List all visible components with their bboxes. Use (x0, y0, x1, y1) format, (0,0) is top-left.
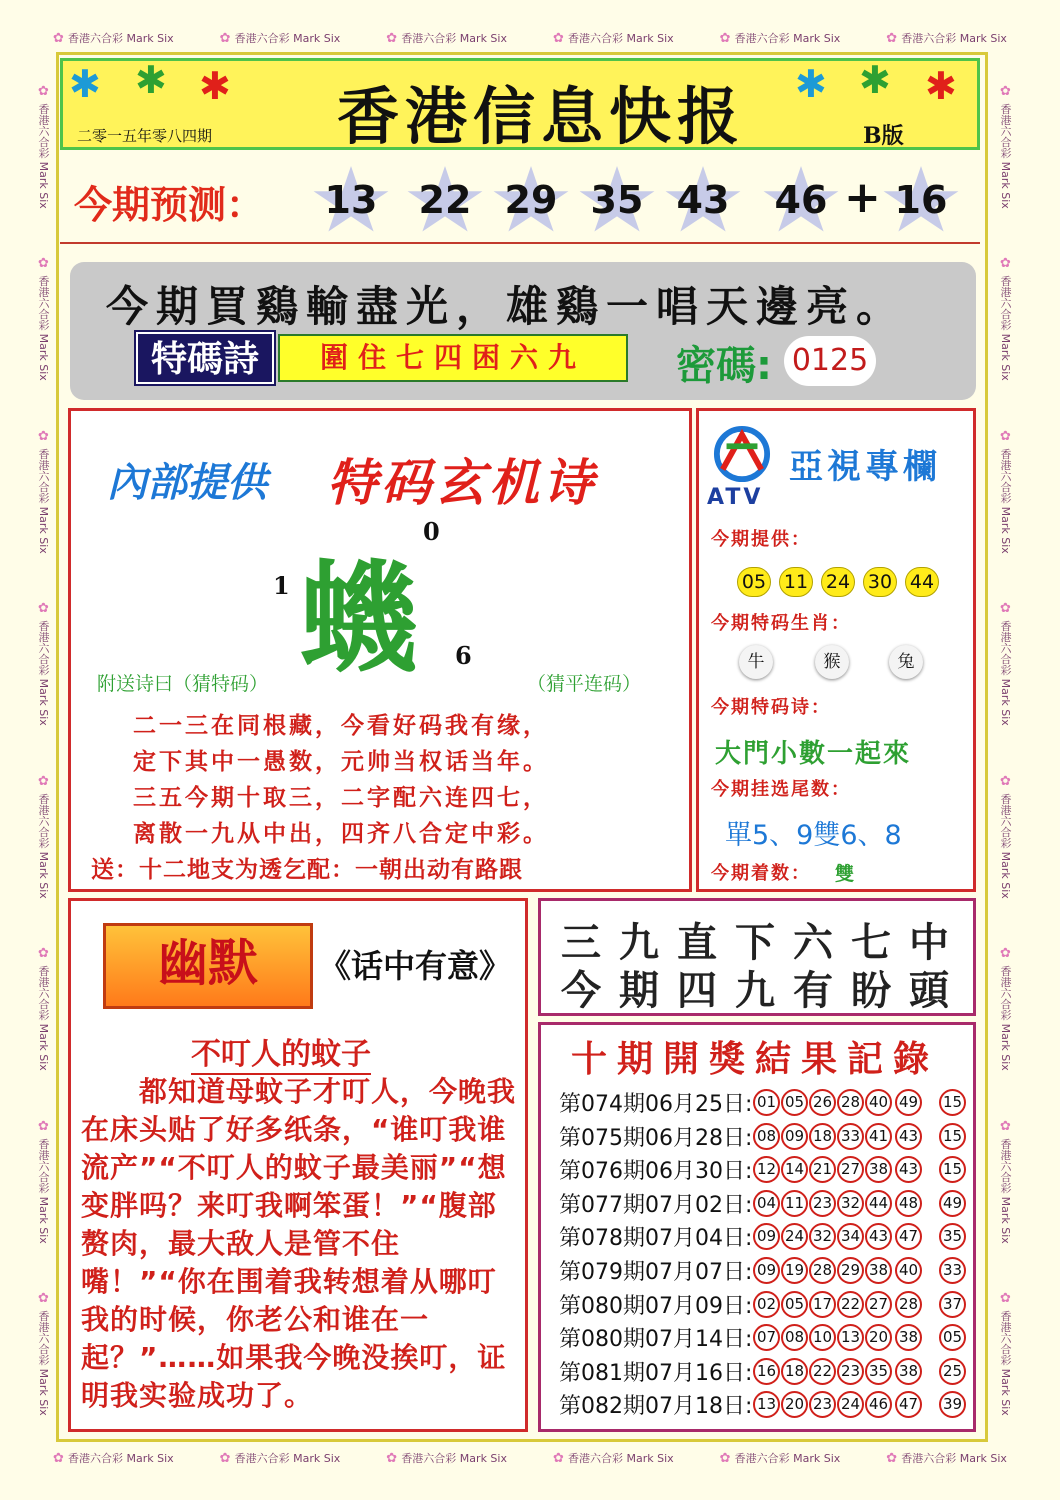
flower-icon: ✱ (925, 64, 957, 108)
ball-yellow: 44 (905, 567, 939, 597)
result-ball: 04 (753, 1190, 780, 1217)
result-ball: 47 (895, 1391, 922, 1418)
result-special-ball: 39 (939, 1391, 966, 1418)
result-ball: 43 (895, 1156, 922, 1183)
prediction-number: 13 (324, 178, 378, 222)
result-date: 第074期06月25日: (559, 1092, 753, 1117)
border-text: ✿ 香港六合彩 Mark Six (720, 30, 841, 46)
result-special-ball: 05 (939, 1324, 966, 1351)
result-date: 第081期07月16日: (559, 1360, 753, 1386)
result-row (559, 1289, 979, 1321)
poem-box-title-right: 特码玄机诗 (327, 454, 597, 512)
result-ball: 47 (895, 1223, 922, 1250)
atv-poem: 大門小數一起來 (715, 739, 912, 769)
flower-icon: ✱ (69, 62, 101, 106)
atv-provide-label: 今期提供： (711, 529, 811, 550)
result-ball: 35 (865, 1358, 892, 1385)
atv-title: 亞視專欄 (789, 447, 941, 487)
result-row (559, 1389, 979, 1421)
atv-count-value: 雙 (835, 863, 855, 885)
result-ball: 13 (837, 1324, 864, 1351)
flower-icon: ✱ (859, 58, 891, 102)
result-ball: 23 (809, 1391, 836, 1418)
result-ball: 16 (753, 1358, 780, 1385)
result-row (559, 1221, 979, 1253)
riddle-number-left: 1 (273, 571, 290, 600)
result-ball: 05 (781, 1089, 808, 1116)
result-ball: 19 (781, 1257, 808, 1284)
poem-box-title-left: 內部提供 (107, 460, 267, 506)
result-ball: 48 (895, 1190, 922, 1217)
prediction-number: 43 (676, 178, 730, 222)
result-special-ball: 15 (939, 1123, 966, 1150)
result-ball: 40 (865, 1089, 892, 1116)
result-row (559, 1188, 979, 1220)
border-text: ✿ 香港六合彩 Mark Six (997, 774, 1013, 899)
results-box (538, 1022, 976, 1432)
joke-title: 不叮人的蚊子 (191, 1029, 371, 1075)
result-date: 第075期06月28日: (559, 1125, 753, 1151)
result-special-ball: 49 (939, 1190, 966, 1217)
result-ball: 12 (753, 1156, 780, 1183)
slogan-panel (70, 262, 976, 400)
result-special-ball: 33 (939, 1257, 966, 1284)
result-ball: 02 (753, 1291, 780, 1318)
border-bottom (30, 1446, 1030, 1470)
prediction-special: 16 (894, 178, 948, 222)
header-banner (60, 58, 980, 153)
border-text: ✿ 香港六合彩 Mark Six (386, 30, 507, 46)
zodiac-ox: 牛 (739, 645, 773, 679)
poem-text: 圍住七四困六九 (278, 334, 628, 382)
result-ball: 10 (809, 1324, 836, 1351)
border-text: ✿ 香港六合彩 Mark Six (997, 429, 1013, 554)
result-ball: 38 (895, 1358, 922, 1385)
zodiac-rabbit: 兔 (889, 645, 923, 679)
flower-icon: ✱ (199, 64, 231, 108)
result-ball: 32 (809, 1223, 836, 1250)
result-ball: 49 (895, 1089, 922, 1116)
phrase-line: 今期四九有盼頭 (561, 967, 967, 1014)
result-ball: 26 (809, 1089, 836, 1116)
result-special-ball: 15 (939, 1156, 966, 1183)
result-ball: 07 (753, 1324, 780, 1351)
result-date: 第082期07月18日: (559, 1394, 753, 1420)
result-ball: 43 (895, 1123, 922, 1150)
result-ball: 29 (837, 1257, 864, 1284)
border-text: ✿ 香港六合彩 Mark Six (997, 1291, 1013, 1416)
result-ball: 32 (837, 1190, 864, 1217)
issue-date: 二零一五年零八四期 (77, 127, 213, 145)
result-row (559, 1255, 979, 1287)
flower-icon: ✱ (795, 62, 827, 106)
result-ball: 28 (809, 1257, 836, 1284)
result-ball: 09 (781, 1123, 808, 1150)
border-text: ✿ 香港六合彩 Mark Six (553, 30, 674, 46)
result-ball: 22 (837, 1291, 864, 1318)
atv-column (696, 408, 976, 892)
joke-badge: 幽默 (103, 923, 313, 1009)
result-ball: 38 (865, 1257, 892, 1284)
phrase-box (538, 898, 976, 1016)
result-ball: 09 (753, 1257, 780, 1284)
mystery-poem-box (68, 408, 692, 892)
border-text: ✿ 香港六合彩 Mark Six (997, 256, 1013, 381)
border-text: ✿ 香港六合彩 Mark Six (35, 946, 51, 1071)
result-ball: 13 (753, 1391, 780, 1418)
result-date: 第079期07月07日: (559, 1260, 753, 1285)
border-text: ✿ 香港六合彩 Mark Six (35, 1291, 51, 1416)
result-ball: 41 (865, 1123, 892, 1150)
slogan-text: 今期買鷄輸盡光，雄鷄一唱天邊亮。 (106, 282, 907, 331)
ball-yellow: 30 (863, 567, 897, 597)
border-text: ✿ 香港六合彩 Mark Six (997, 946, 1013, 1071)
result-ball: 27 (865, 1291, 892, 1318)
result-special-ball: 25 (939, 1358, 966, 1385)
riddle-number-top: 0 (423, 517, 440, 546)
result-ball: 08 (781, 1324, 808, 1351)
border-text: ✿ 香港六合彩 Mark Six (35, 1119, 51, 1244)
border-text: ✿ 香港六合彩 Mark Six (35, 601, 51, 726)
border-text: ✿ 香港六合彩 Mark Six (997, 84, 1013, 209)
ball-yellow: 05 (737, 567, 771, 597)
phrase-line: 三九直下六七中 (561, 919, 967, 966)
border-text: ✿ 香港六合彩 Mark Six (886, 1450, 1007, 1466)
result-date: 第080期07月09日: (559, 1293, 753, 1319)
result-date: 第077期07月02日: (559, 1192, 753, 1218)
atv-tail-value: 單5、9雙6、8 (725, 820, 902, 851)
atv-tail-label: 今期挂选尾数： (711, 779, 851, 800)
prediction-number: 35 (590, 178, 644, 222)
border-text: ✿ 香港六合彩 Mark Six (220, 1450, 341, 1466)
result-date: 第076期06月30日: (559, 1159, 753, 1185)
results-title: 十期開獎結果記錄 (571, 1039, 940, 1080)
result-ball: 05 (781, 1291, 808, 1318)
poem-subtitle-right: （猜平连码） (527, 673, 642, 695)
border-right (992, 60, 1018, 1440)
result-ball: 23 (809, 1190, 836, 1217)
poem-line: 送：十二地支为透乞配：一朝出动有路跟 (91, 857, 523, 883)
prediction-label: 今期预测： (74, 183, 265, 227)
border-text: ✿ 香港六合彩 Mark Six (53, 30, 174, 46)
prediction-number: 29 (504, 178, 558, 222)
result-row (559, 1154, 979, 1186)
prediction-number: 46 (774, 178, 828, 222)
border-text: ✿ 香港六合彩 Mark Six (35, 774, 51, 899)
border-text: ✿ 香港六合彩 Mark Six (53, 1450, 174, 1466)
result-row (559, 1121, 979, 1153)
result-row (559, 1322, 979, 1354)
result-ball: 24 (837, 1391, 864, 1418)
result-date: 第080期07月14日: (559, 1327, 753, 1353)
border-text: ✿ 香港六合彩 Mark Six (553, 1450, 674, 1466)
border-text: ✿ 香港六合彩 Mark Six (720, 1450, 841, 1466)
result-ball: 18 (809, 1123, 836, 1150)
result-ball: 28 (837, 1089, 864, 1116)
joke-box (68, 898, 528, 1432)
result-ball: 01 (753, 1089, 780, 1116)
result-ball: 38 (865, 1156, 892, 1183)
result-date: 第078期07月04日: (559, 1226, 753, 1252)
result-ball: 28 (895, 1291, 922, 1318)
prediction-number: 22 (418, 178, 472, 222)
result-ball: 46 (865, 1391, 892, 1418)
atv-zodiac-label: 今期特码生肖： (711, 613, 851, 634)
poem-line: 三五今期十取三，二字配六连四七， (133, 785, 549, 811)
border-text: ✿ 香港六合彩 Mark Six (997, 601, 1013, 726)
border-text: ✿ 香港六合彩 Mark Six (35, 84, 51, 209)
result-ball: 23 (837, 1358, 864, 1385)
result-ball: 40 (895, 1257, 922, 1284)
result-ball: 11 (781, 1190, 808, 1217)
zodiac-monkey: 猴 (815, 645, 849, 679)
result-ball: 20 (865, 1324, 892, 1351)
result-row (559, 1087, 979, 1119)
result-row (559, 1356, 979, 1388)
atv-count-label: 今期着数： (711, 863, 811, 884)
ball-yellow: 24 (821, 567, 855, 597)
result-ball: 33 (837, 1123, 864, 1150)
result-ball: 44 (865, 1190, 892, 1217)
result-special-ball: 15 (939, 1089, 966, 1116)
result-ball: 38 (895, 1324, 922, 1351)
result-ball: 09 (753, 1223, 780, 1250)
result-ball: 14 (781, 1156, 808, 1183)
poem-line: 定下其中一愚数，元帅当权话当年。 (133, 749, 549, 775)
result-ball: 34 (837, 1223, 864, 1250)
result-special-ball: 35 (939, 1223, 966, 1250)
poem-line: 离散一九从中出，四齐八合定中彩。 (133, 821, 549, 847)
poem-line: 二一三在同根藏，今看好码我有缘， (133, 713, 549, 739)
result-ball: 20 (781, 1391, 808, 1418)
border-text: ✿ 香港六合彩 Mark Six (220, 30, 341, 46)
ball-yellow: 11 (779, 567, 813, 597)
poem-tag: 特碼詩 (136, 332, 274, 384)
riddle-character: 蟣 (299, 548, 419, 689)
result-ball: 43 (865, 1223, 892, 1250)
result-ball: 24 (781, 1223, 808, 1250)
border-left (30, 60, 56, 1440)
result-special-ball: 37 (939, 1291, 966, 1318)
result-ball: 21 (809, 1156, 836, 1183)
border-top (30, 26, 1030, 50)
atv-poem-label: 今期特码诗： (711, 697, 831, 718)
result-ball: 08 (753, 1123, 780, 1150)
riddle-number-bottom: 6 (455, 641, 472, 670)
flower-icon: ✱ (135, 58, 167, 102)
code-label: 密碼: (676, 343, 772, 389)
border-text: ✿ 香港六合彩 Mark Six (386, 1450, 507, 1466)
plus-sign: + (844, 172, 881, 223)
atv-logo-icon (713, 425, 771, 483)
result-ball: 27 (837, 1156, 864, 1183)
edition-label: B版 (863, 123, 904, 149)
border-text: ✿ 香港六合彩 Mark Six (997, 1119, 1013, 1244)
prediction-row (60, 160, 980, 244)
poem-subtitle-left: 附送诗曰（猜特码） (97, 673, 269, 695)
code-value: 0125 (784, 336, 876, 386)
result-ball: 22 (809, 1358, 836, 1385)
atv-logo-text: ATV (707, 485, 764, 510)
border-text: ✿ 香港六合彩 Mark Six (886, 30, 1007, 46)
result-ball: 17 (809, 1291, 836, 1318)
joke-subtitle: 《话中有意》 (319, 947, 512, 985)
border-text: ✿ 香港六合彩 Mark Six (35, 256, 51, 381)
page-title: 香港信息快报 (336, 80, 745, 153)
border-text: ✿ 香港六合彩 Mark Six (35, 429, 51, 554)
joke-body: 都知道母蚊子才叮人，今晚我在床头贴了好多纸条，“谁叮我谁流产”“不叮人的蚊子最美丽”“想变胖吗？来叮我啊笨蛋！”“腹部赘肉，最大敌人是管不住嘴！”“你在围着我转想着从哪叮我的时候，你老公和谁在一起？”……如果我今晚没挨叮，证明我实验成功了。 (81, 1075, 517, 1412)
result-ball: 18 (781, 1358, 808, 1385)
